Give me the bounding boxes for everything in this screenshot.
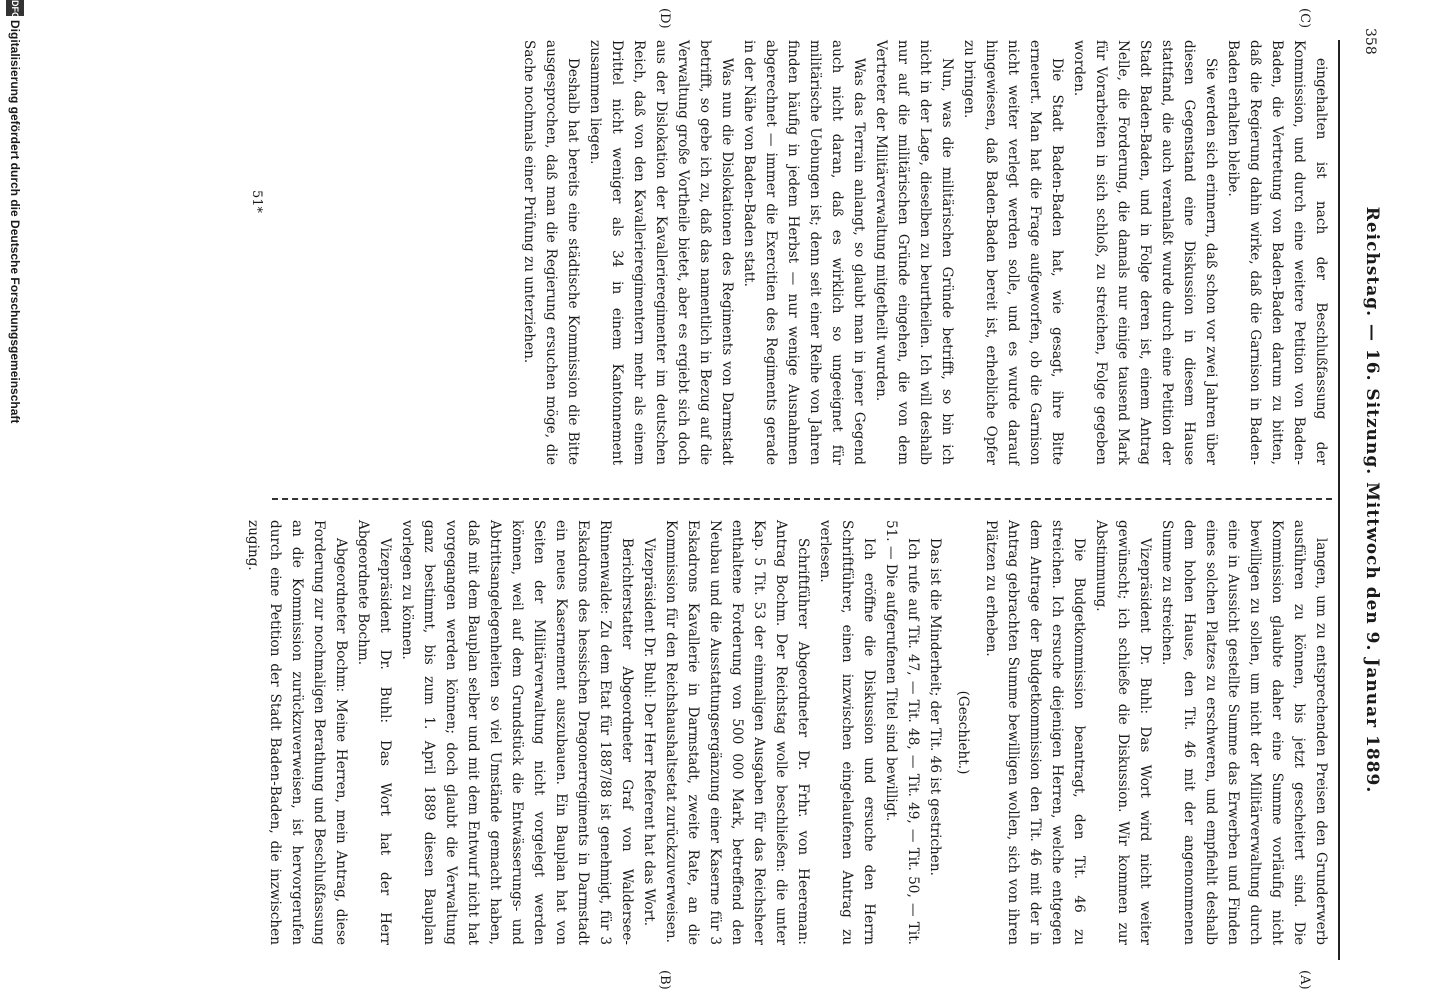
column-divider <box>272 498 1332 500</box>
paragraph: (Geschieht.) <box>955 690 971 775</box>
paragraph: Vizepräsident Dr. Buhl: Der Herr Referent hat das Wort. <box>641 538 657 927</box>
margin-letter-d: (D) <box>657 8 672 29</box>
paragraph: Schriftführer Abgeordneter Dr. Frhr. von Heereman: Antrag Bochm. Der Reichstag wolle beschließen: die unter Kap. 5 Tit. 53 der einmaligen Ausgaben für das Reichsheer enthaltene Forderung von 500 000 Mark, betreffend den Neubau und die Ausstattungsergänzung einer Kaserne für 3 Eskadrons Kavallerie in Darmstadt, zweite Rate, an die Kommission für den Reichshaushaltsetat zurückzuverweisen. <box>663 520 811 945</box>
text-column-right <box>245 520 1332 945</box>
paragraph: Das ist die Minderheit; der Tit. 46 ist gestrichen. <box>927 538 943 876</box>
paragraph: langen, um zu entsprechenden Preisen den Grunderwerb ausführen zu können, bis jetzt gescheitert sind. Die Kommission glaubte daher eine Summe vorläufig nicht bewilligen zu sollen, um nicht der Militärverwaltung durch eine in Aussicht gestellte Summe das Erwerben und Finden eines solchen Platzes zu erschweren, und empfiehlt deshalb dem hohen Hause, den Tit. 46 mit der angenommenen Summe zu streichen. <box>1159 520 1329 945</box>
paragraph: Was das Terrain anlangt, so glaubt man in jener Gegend auch nicht daran, daß es wirklich so ungeeignet für militärische Uebungen ist; denn seit einer Reihe von Jahren finden häufig in jedem Herbst — nur wenige Ausnahmen abgerechnet — immer die Exercitien des Regiments gerade in der Nähe von Baden-Baden statt. <box>741 40 867 465</box>
page-number: 358 <box>1362 28 1378 55</box>
margin-letter-a: (A) <box>1297 970 1312 990</box>
footer-credit <box>2 0 24 1000</box>
paragraph: Vizepräsident Dr. Buhl: Das Wort hat der Herr Abgeordnete Bochm. <box>355 520 393 945</box>
paragraph: eingehalten ist nach der Beschlußfassung der Kommission, und durch eine weitere Petition von Baden-Baden, die Vertretung von Baden-Baden darum zu bitten, daß die Regierung dahin wirke, daß die Garnison in Baden-Baden erhalten bleibe. <box>1225 40 1329 465</box>
paragraph: Deshalb hat bereits eine städtische Kommission die Bitte ausgesprochen, daß man die Regierung ersuchen möge, die Sache nochmals einer Prüfung zu unterziehen. <box>521 40 581 465</box>
page-header <box>1340 0 1384 1000</box>
paragraph: Nun, was die militärischen Gründe betrifft, so bin ich nicht in der Lage, dieselben zu beurtheilen. Ich will deshalb nur auf die militärischen Gründe eingehen, die von dem Vertreter der Militärverwaltung mitgetheilt wurden. <box>873 40 955 465</box>
running-title: Reichstag. — 16. Sitzung. Mittwoch den 9. Januar 1889. <box>1362 206 1382 794</box>
paragraph: Sie werden sich erinnern, daß schon vor zwei Jahren über diesen Gegenstand eine Diskussion in diesem Hause stattfand, die auch veranlaßt wurde durch eine Petition der Stadt Baden-Baden, und in Folge deren ist, einem Antrag Nelle, die Forderung, die damals nur einige tausend Mark für Vorarbeiten in sich schloß, zu streichen, Folge gegeben worden. <box>1071 40 1219 465</box>
paragraph: Berichterstatter Abgeordneter Graf von Waldersee-Rinnenwalde: Zu dem Etat für 1887/88 ist genehmigt, für 3 Eskadrons des hessischen Dragonerregiments in Darmstadt ein neues Kasernement auszubauen. Ein Bauplan hat von Seiten der Militärverwaltung nicht vorgelegt werden können, weil auf dem Grundstück die Entwässerungs- und Abtrittsangelegenheiten so viel Umstände gemacht haben, daß mit dem Bauplan selber und mit dem Entwurf nicht hat vorgegangen werden können; doch glaubt die Verwaltung ganz bestimmt, bis zum 1. April 1889 diesen Bauplan vorlegen zu können. <box>399 520 635 945</box>
header-rule <box>1338 40 1340 960</box>
margin-letter-c: (C) <box>1297 8 1312 29</box>
paragraph: Was nun die Dislokationen des Regiments von Darmstadt betrifft, so gebe ich zu, daß das namentlich in Bezug auf die Verwaltung große Vortheile bietet, aber es ergiebt sich doch aus der Dislokation der Kavallerieregimenter im deutschen Reich, daß von den Kavallerieregimentern mehr als einem Drittel nicht weniger als 34 in einem Kantonnement zusammen liegen. <box>587 40 735 465</box>
paragraph: Abgeordneter Bochm: Meine Herren, mein Antrag, diese Forderung zur nochmaligen Berathung und Beschlußfassung an die Kommission zurückzuverweisen, ist hervorgerufen durch eine Petition der Stadt Baden-Baden, die inzwischen zuging. <box>245 520 349 945</box>
paragraph: Vizepräsident Dr. Buhl: Das Wort wird nicht weiter gewünscht; ich schließe die Diskussion. Wir kommen zur Abstimmung. <box>1093 520 1153 945</box>
footer-text: Digitalisierung gefördert durch die Deutsche Forschungsgemeinschaft <box>8 20 22 424</box>
paragraph: Die Stadt Baden-Baden hat, wie gesagt, ihre Bitte erneuert. Man hat die Frage aufgeworfen, ob die Garnison nicht weiter verlegt werden solle, und es wurde darauf hingewiesen, daß Baden-Baden bereit ist, erhebliche Opfer zu bringen. <box>961 40 1065 465</box>
margin-letter-b: (B) <box>657 970 672 990</box>
paragraph: Die Budgetkommission beantragt, den Tit. 46 zu streichen. Ich ersuche diejenigen Herren, welche entgegen dem Antrage der Budgetkommission den Tit. 46 mit der in Antrag gebrachten Summe bewilligen wollen, sich von ihren Plätzen zu erheben. <box>983 520 1087 945</box>
paragraph: Ich rufe auf Tit. 47, — Tit. 48, — Tit. 49, — Tit. 50, — Tit. 51. — Die aufgerufenen Titel sind bewilligt. <box>883 520 921 945</box>
signature-mark: 51* <box>249 190 264 214</box>
dfg-logo-icon: DFG <box>6 0 24 16</box>
text-column-left <box>282 40 1332 465</box>
paragraph: Ich eröffne die Diskussion und ersuche den Herrn Schriftführer, einen inzwischen eingelaufenen Antrag zu verlesen. <box>817 520 877 945</box>
